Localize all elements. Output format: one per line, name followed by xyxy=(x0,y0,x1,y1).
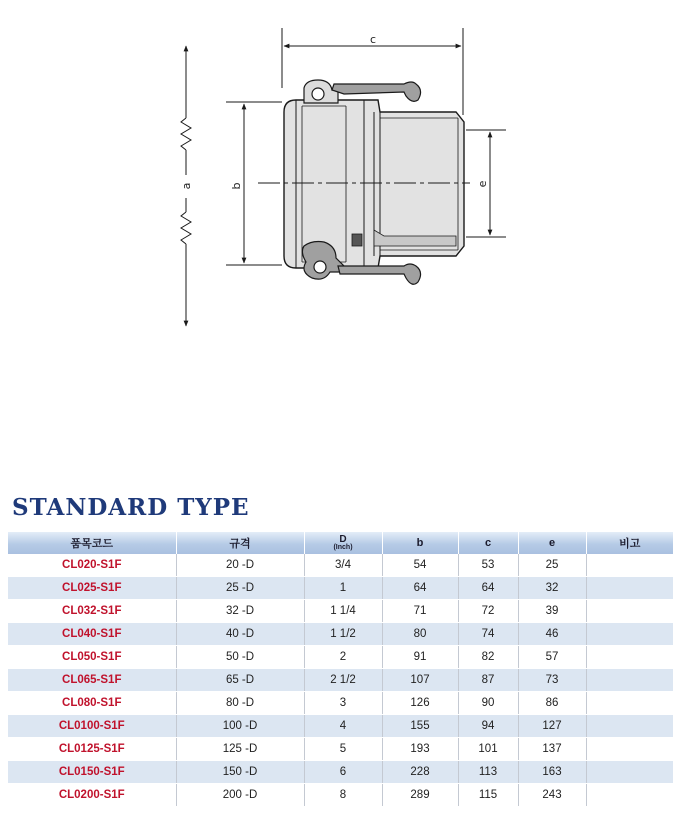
cell-code: CL0200-S1F xyxy=(8,784,176,807)
table-header-row xyxy=(8,532,673,554)
cell-c: 53 xyxy=(458,554,518,577)
cell-size: 150 -D xyxy=(176,761,304,784)
cell-b: 107 xyxy=(382,669,458,692)
cell-b: 289 xyxy=(382,784,458,807)
cell-note xyxy=(586,761,673,784)
header-c: c xyxy=(458,532,518,554)
cell-size: 50 -D xyxy=(176,646,304,669)
cell-size: 25 -D xyxy=(176,577,304,600)
cell-c: 101 xyxy=(458,738,518,761)
cell-e: 32 xyxy=(518,577,586,600)
cell-c: 72 xyxy=(458,600,518,623)
table-row xyxy=(8,646,673,669)
cell-size: 20 -D xyxy=(176,554,304,577)
dim-label-a: a xyxy=(180,182,193,190)
cell-size: 32 -D xyxy=(176,600,304,623)
cell-c: 90 xyxy=(458,692,518,715)
cell-d: 4 xyxy=(304,715,382,738)
table-row xyxy=(8,554,673,577)
cell-note xyxy=(586,715,673,738)
cell-note xyxy=(586,646,673,669)
cell-e: 163 xyxy=(518,761,586,784)
cell-c: 94 xyxy=(458,715,518,738)
cell-e: 39 xyxy=(518,600,586,623)
cell-e: 243 xyxy=(518,784,586,807)
cell-b: 91 xyxy=(382,646,458,669)
cell-c: 87 xyxy=(458,669,518,692)
cell-size: 65 -D xyxy=(176,669,304,692)
cell-e: 46 xyxy=(518,623,586,646)
header-d xyxy=(304,532,382,554)
table-row xyxy=(8,738,673,761)
header-e: e xyxy=(518,532,586,554)
header-note: 비고 xyxy=(586,532,673,554)
spec-table xyxy=(8,532,673,807)
table-body xyxy=(8,554,673,807)
cell-e: 86 xyxy=(518,692,586,715)
cell-size: 40 -D xyxy=(176,623,304,646)
cell-size: 125 -D xyxy=(176,738,304,761)
table-row xyxy=(8,600,673,623)
cell-d: 1 xyxy=(304,577,382,600)
coupler-body xyxy=(258,100,470,268)
cell-c: 82 xyxy=(458,646,518,669)
section-title: STANDARD TYPE xyxy=(12,494,250,521)
cell-size: 80 -D xyxy=(176,692,304,715)
header-d-label: D xyxy=(339,534,347,545)
cell-d: 2 xyxy=(304,646,382,669)
cell-note xyxy=(586,554,673,577)
cell-code: CL032-S1F xyxy=(8,600,176,623)
cell-d: 2 1/2 xyxy=(304,669,382,692)
dim-label-e: e xyxy=(476,180,489,188)
cell-e: 73 xyxy=(518,669,586,692)
cell-b: 80 xyxy=(382,623,458,646)
cell-e: 57 xyxy=(518,646,586,669)
cell-e: 137 xyxy=(518,738,586,761)
dimension-e xyxy=(466,130,506,237)
cell-code: CL0125-S1F xyxy=(8,738,176,761)
cell-d: 8 xyxy=(304,784,382,807)
cell-code: CL040-S1F xyxy=(8,623,176,646)
cell-d: 6 xyxy=(304,761,382,784)
cell-d: 1 1/4 xyxy=(304,600,382,623)
cell-code: CL0150-S1F xyxy=(8,761,176,784)
cell-d: 1 1/2 xyxy=(304,623,382,646)
cell-c: 74 xyxy=(458,623,518,646)
cell-code: CL050-S1F xyxy=(8,646,176,669)
cell-b: 193 xyxy=(382,738,458,761)
cell-b: 64 xyxy=(382,577,458,600)
header-size: 규격 xyxy=(176,532,304,554)
cell-code: CL080-S1F xyxy=(8,692,176,715)
cell-note xyxy=(586,669,673,692)
cell-c: 115 xyxy=(458,784,518,807)
dim-label-c: c xyxy=(369,33,377,46)
header-d-unit: (Inch) xyxy=(333,544,353,551)
cell-e: 25 xyxy=(518,554,586,577)
cell-e: 127 xyxy=(518,715,586,738)
cell-note xyxy=(586,738,673,761)
cell-b: 71 xyxy=(382,600,458,623)
table-row xyxy=(8,692,673,715)
cell-b: 126 xyxy=(382,692,458,715)
cell-note xyxy=(586,784,673,807)
cell-c: 64 xyxy=(458,577,518,600)
cell-code: CL020-S1F xyxy=(8,554,176,577)
cell-note xyxy=(586,692,673,715)
cell-note xyxy=(586,623,673,646)
cell-note xyxy=(586,600,673,623)
cell-size: 200 -D xyxy=(176,784,304,807)
cell-d: 5 xyxy=(304,738,382,761)
cell-d: 3 xyxy=(304,692,382,715)
cell-b: 54 xyxy=(382,554,458,577)
cell-b: 228 xyxy=(382,761,458,784)
table-row xyxy=(8,715,673,738)
cell-d: 3/4 xyxy=(304,554,382,577)
cell-code: CL025-S1F xyxy=(8,577,176,600)
table-row xyxy=(8,761,673,784)
dim-label-b: b xyxy=(230,182,243,190)
table-row xyxy=(8,623,673,646)
table-row xyxy=(8,669,673,692)
cell-code: CL0100-S1F xyxy=(8,715,176,738)
cell-b: 155 xyxy=(382,715,458,738)
header-code: 품목코드 xyxy=(8,532,176,554)
dimension-b xyxy=(226,102,282,265)
dimension-a xyxy=(180,46,193,326)
cell-size: 100 -D xyxy=(176,715,304,738)
cell-note xyxy=(586,577,673,600)
table-row xyxy=(8,784,673,807)
cell-code: CL065-S1F xyxy=(8,669,176,692)
header-b: b xyxy=(382,532,458,554)
cell-c: 113 xyxy=(458,761,518,784)
coupler-drawing xyxy=(0,0,686,340)
table-row xyxy=(8,577,673,600)
